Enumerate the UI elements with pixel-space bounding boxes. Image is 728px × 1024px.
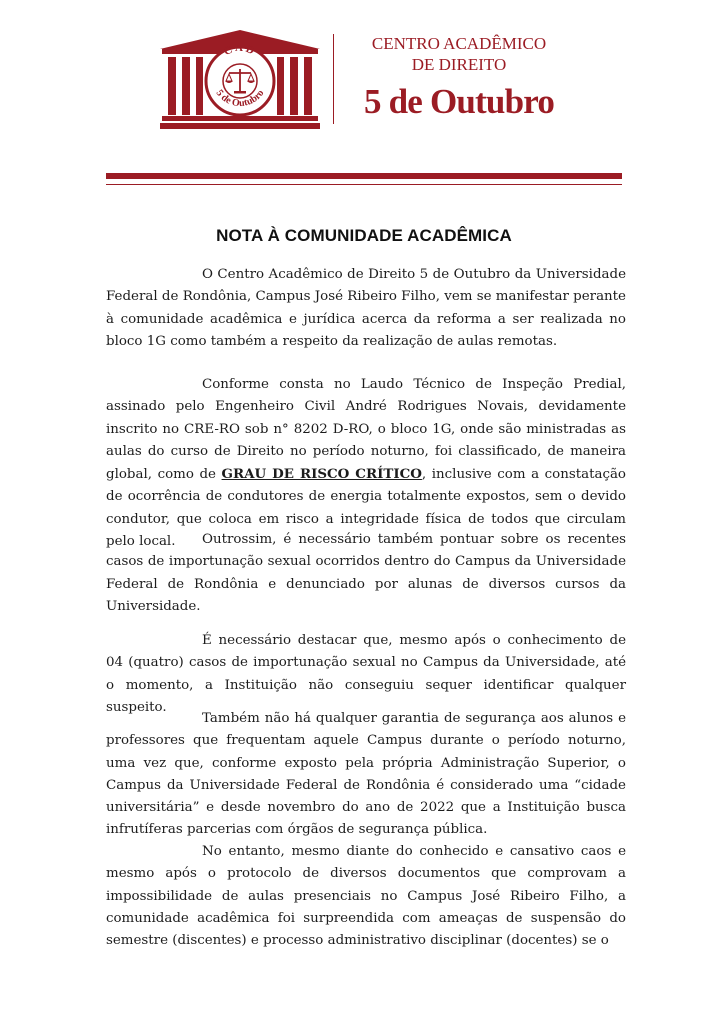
paragraph-6: No entanto, mesmo diante do conhecido e cansativo caos e mesmo após o protocolo de diversos documentos que comprovam a impossibilidade de aulas presenciais no Campus José Ribeiro Filho, a comunidade acadêmica foi surpreendida com ameaças de suspensão do semestre (discentes) e processo administrativo disciplinar (docentes) se o [106, 844, 626, 949]
paragraph-2-text-end: , inclusive com a constatação de ocorrência de condutores de energia totalmente expostos, sem o devido condutor, que coloca em risco a integridade física de todos que circulam pelo local. [106, 467, 626, 550]
logo-text-bottom: 5 de Outubro [213, 87, 267, 110]
header-rule-thick [106, 173, 622, 179]
paragraph-2-text-start: Conforme consta no Laudo Técnico de Inspeção Predial, assinado pelo Engenheiro Civil André Rodrigues Novais, devidamente inscrito no CRE-RO sob n° 8202 D-RO, o bloco 1G, onde são ministradas as aulas do curso de Direito no período noturno, foi classificado, de maneira global, como de [106, 377, 626, 483]
paragraph-5: Também não há qualquer garantia de segurança aos alunos e professores que frequentam aquele Campus durante o período noturno, uma vez que, conforme exposto pela própria Administração Superior, o Campus da Universidade Federal de Rondônia é considerado uma “cidade universitária” e desde novembro do ano de 2022 que a Instituição busca infrutíferas parcerias com órgãos de segurança pública. [106, 711, 626, 838]
brand-line-1: CENTRO ACADÊMICO [371, 34, 547, 53]
paragraph-1: O Centro Acadêmico de Direito 5 de Outubro da Universidade Federal de Rondônia, Campus José Ribeiro Filho, vem se manifestar perante à comunidade acadêmica e jurídica acerca da reforma a ser realizada no bloco 1G como também a respeito da realização de aulas remotas. [106, 267, 626, 349]
brand-line-2: DE DIREITO [411, 55, 507, 74]
document-title: NOTA À COMUNIDADE ACADÊMICA [216, 226, 512, 245]
paragraph-4: É necessário destacar que, mesmo após o conhecimento de 04 (quatro) casos de importunação sexual no Campus da Universidade, até o momento, a Instituição não conseguiu sequer identificar qualquer suspeito. [106, 633, 626, 715]
brand-name: 5 de Outubro [363, 82, 555, 121]
paragraph-2 [106, 374, 626, 553]
risk-grade-highlight: GRAU DE RISCO CRÍTICO [221, 466, 422, 483]
header-rule-thin [106, 184, 622, 185]
cad-temple-logo-icon [160, 27, 320, 129]
logo-text-top: CAD [221, 42, 259, 59]
paragraph-3: Outrossim, é necessário também pontuar sobre os recentes casos de importunação sexual ocorridos dentro do Campus da Universidade Federal de Rondônia e denunciado por alunas de diversos cursos da Universidade. [106, 532, 626, 614]
header-divider [333, 34, 334, 124]
